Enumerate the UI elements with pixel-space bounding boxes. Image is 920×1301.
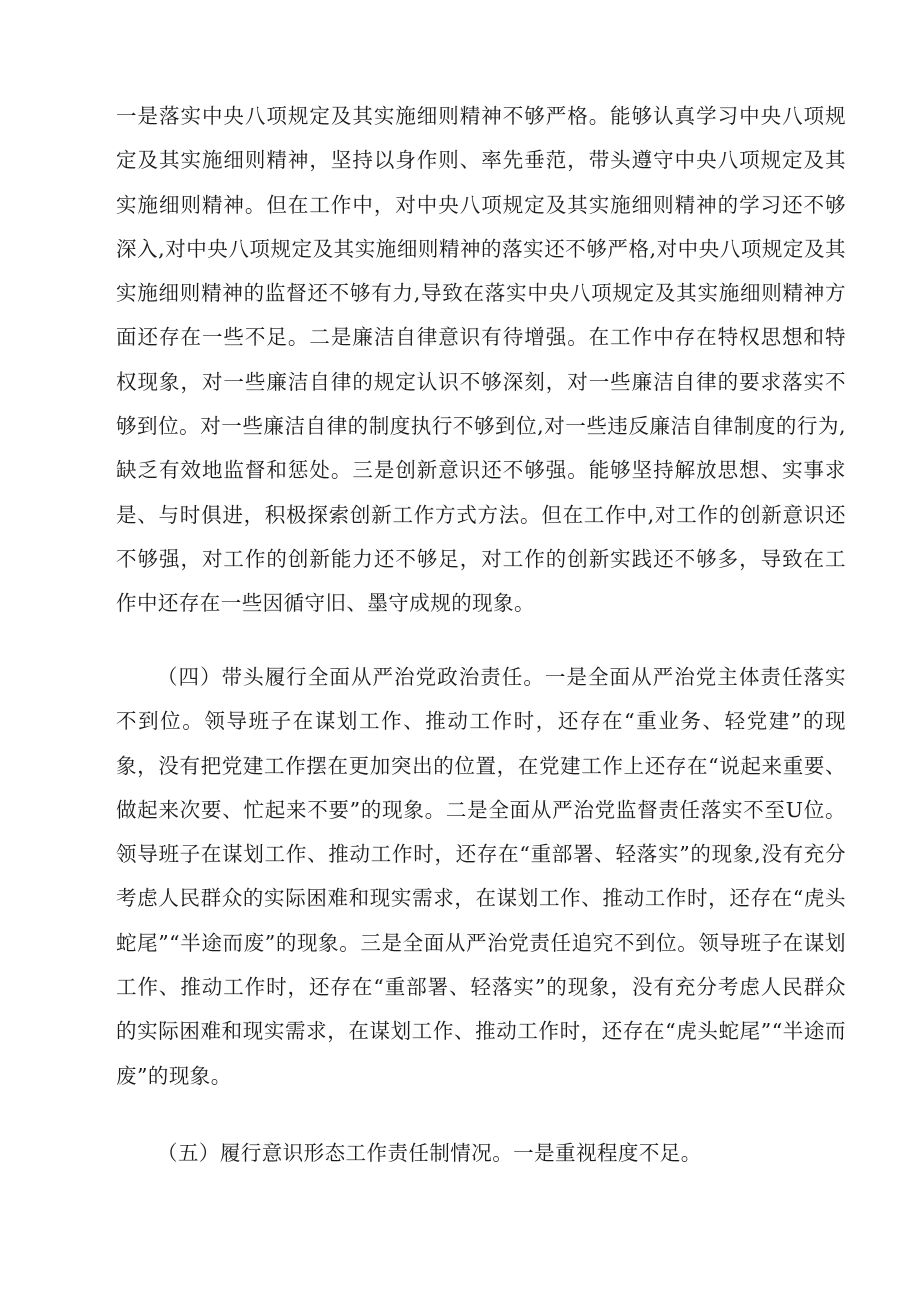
paragraph-ideology-responsibility: （五）履行意识形态工作责任制情况。一是重视程度不足。 [157,1141,702,1165]
paragraph-integrity-innovation: 一是落实中央八项规定及其实施细则精神不够严格。能够认真学习中央八项规定及其实施细则精神，坚持以身作则、率先垂范，带头遵守中央八项规定及其实施细则精神。但在工作中，对中央八项规定及其实施细则精神的学习还不够深入,对中央八项规定及其实施细则精神的落实还不够严格,对中央八项规定及其实施细则精神的监督还不够有力,导致在落实中央八项规定及其实施细则精神方面还存在一些不足。二是廉洁自律意识有待增强。在工作中存在特权思想和特权现象，对一些廉洁自律的规定认识不够深刻，对一些廉洁自律的要求落实不够到位。对一些廉洁自律的制度执行不够到位,对一些违反廉洁自律制度的行为,缺乏有效地监督和惩处。三是创新意识还不够强。能够坚持解放思想、实事求是、与时俱进，积极探索创新工作方式方法。但在工作中,对工作的创新意识还不够强，对工作的创新能力还不够足，对工作的创新实践还不够多，导致在工作中还存在一些因循守旧、墨守成规的现象。 [116,104,846,616]
paragraph-party-governance-responsibility: （四）带头履行全面从严治党政治责任。一是全面从严治党主体责任落实不到位。领导班子在谋划工作、推动工作时，还存在“重业务、轻党建”的现象，没有把党建工作摆在更加突出的位置，在党建工作上还存在“说起来重要、做起来次要、忙起来不要”的现象。二是全面从严治党监督责任落实不至U位。领导班子在谋划工作、推动工作时，还存在“重部署、轻落实”的现象,没有充分考虑人民群众的实际困难和现实需求，在谋划工作、推动工作时，还存在“虎头蛇尾”“半途而废”的现象。三是全面从严治党责任追究不到位。领导班子在谋划工作、推动工作时，还存在“重部署、轻落实”的现象，没有充分考虑人民群众的实际困难和现实需求，在谋划工作、推动工作时，还存在“虎头蛇尾”“半途而废”的现象。 [116,665,846,1088]
